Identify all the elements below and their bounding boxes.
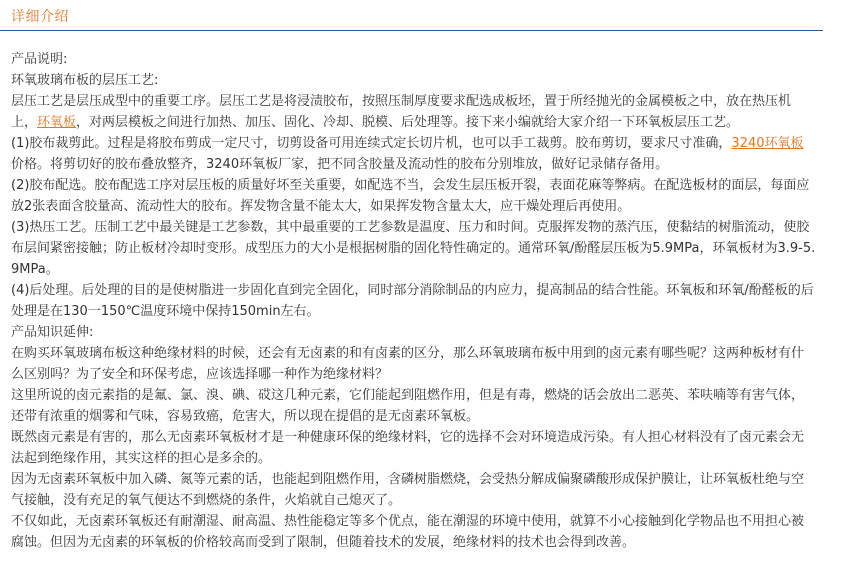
paragraph: (4)后处理。后处理的目的是使树脂进一步固化直到完全固化，同时部分消除制品的内应力，提高制品的结合性能。环氧板和环氧/酚醛板的后处理是在130一150℃温度环境中保持150min左右。 [11,283,814,319]
paragraph: 因为无卤素环氧板中加入磷、氮等元素的话，也能起到阻燃作用，含磷树脂燃烧，会受热分解成偏聚磷酸形成保护膜让，让环氧板杜绝与空气接触，没有充足的氧气便达不到燃烧的条件，火焰就自己熄灭了。 [11,472,805,508]
paragraph [11,91,816,133]
paragraph [11,133,816,175]
paragraph-text: (1)胶布裁剪此。过程是将胶布剪成一定尺寸，切剪设备可用连续式定长切片机，也可以手工裁剪。胶布剪切，要求尺寸准确， [11,136,732,151]
paragraph: 既然卤元素是有害的，那么无卤素环氧板材才是一种健康环保的绝缘材料，它的选择不会对环境造成污染。有人担心材料没有了卤元素会无法起到绝缘作用，其实这样的担心是多余的。 [11,430,805,466]
paragraph: (2)胶布配选。胶布配选工序对层压板的质量好坏至关重要，如配选不当，会发生层压板开裂，表面花麻等弊病。在配选板材的面层，每面应放2张表面含胶量高、流动性大的胶布。挥发物含量不能太大，如果挥发物含量太大，应干燥处理后再使用。 [11,178,810,214]
article-body [11,49,816,553]
keyword-link-3240-epoxy-board[interactable]: 3240环氧板 [731,136,804,151]
section-title: 详细介绍 [11,9,69,25]
paragraph: 这里所说的卤元素指的是氟、氯、溴、碘、砹这几种元素，它们能起到阻燃作用，但是有毒，燃烧的话会放出二恶英、苯呋喃等有害气体，还带有浓重的烟雾和气味，容易致癌，危害大，所以现在提倡的是无卤素环氧板。 [11,388,805,424]
paragraph: (3)热压工艺。压制工艺中最关键是工艺参数，其中最重要的工艺参数是温度、压力和时间。克服挥发物的蒸汽压，使黏结的树脂流动，使胶布层间紧密接触；防止板材冷却时变形。成型压力的大小是根据树脂的固化特性确定的。通常环氧/酚醛层压板为5.9MPa，环氧板材为3.9-5.9MPa。 [11,220,816,277]
paragraph: 环氧玻璃布板的层压工艺: [11,73,159,88]
section-header [0,0,823,31]
paragraph: 不仅如此，无卤素环氧板还有耐潮湿、耐高温、热性能稳定等多个优点，能在潮湿的环境中使用，就算不小心接触到化学物品也不用担心被腐蚀。但因为无卤素的环氧板的价格较高而受到了限制，但随着技术的发展，绝缘材料的技术也会得到改善。 [11,514,805,550]
paragraph: 在购买环氧玻璃布板这种绝缘材料的时候，还会有无卤素的和有卤素的区分，那么环氧玻璃布板中用到的卤元素有哪些呢？这两种板材有什么区别吗？为了安全和环保考虑，应该选择哪一种作为绝缘材料？ [11,346,805,382]
paragraph-text: 价格。将剪切好的胶布叠放整齐，3240环氧板厂家，把不同含胶量及流动性的胶布分别堆放，做好记录储存备用。 [11,157,669,172]
paragraph-text: ，对两层模板之间进行加热、加压、固化、冷却、脱模、后处理等。接下来小编就给大家介绍一下环氧板层压工艺。 [76,115,740,130]
paragraph: 产品知识延伸: [11,325,94,340]
paragraph-text: 层压工艺是层压成型中的重要工序。层压工艺是将浸渍胶布，按照压制厚度要求配选成板坯，置于所经抛光的金属模板之中，放在热压机上， [11,94,792,130]
paragraph: 产品说明: [11,52,68,67]
keyword-link-epoxy-board[interactable]: 环氧板 [37,115,77,130]
